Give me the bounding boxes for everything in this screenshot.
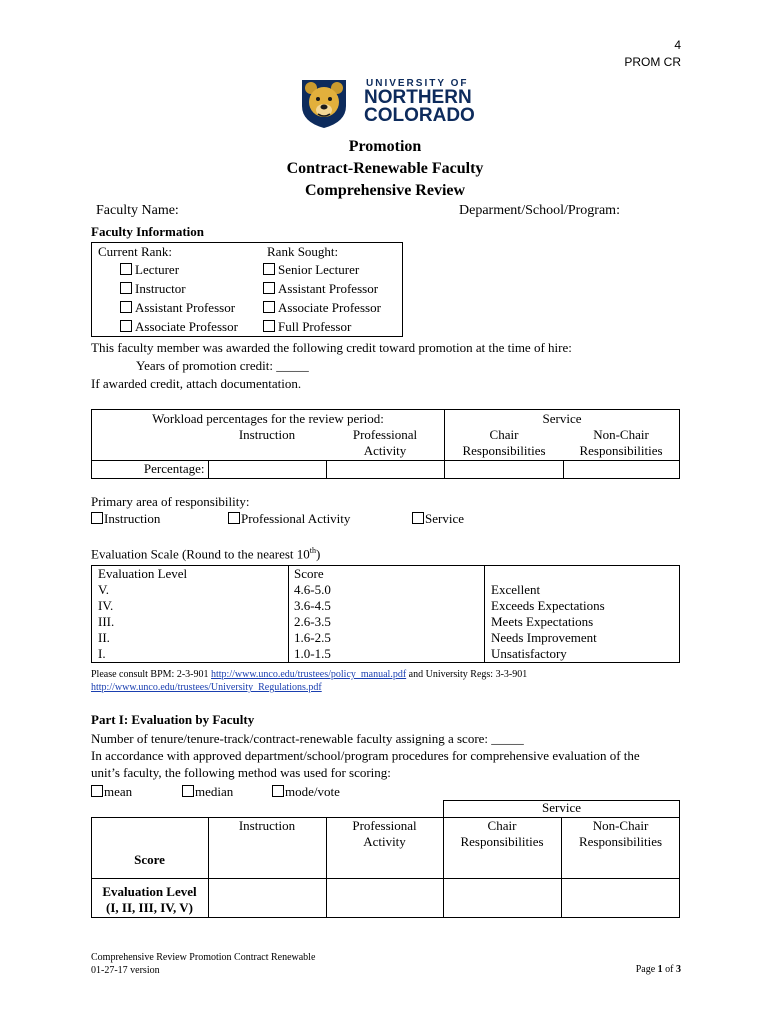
professional-header-1: Professional: [352, 818, 417, 833]
credit-section: This faculty member was awarded the following credit toward promotion at the time of hire: Years of promotion credit: _____ If awarded credit, attach documentation.: [91, 340, 572, 391]
primary-area-label: Primary area of responsibility:: [91, 494, 250, 509]
professional-header-2: Activity: [363, 443, 407, 458]
policy-manual-link[interactable]: http://www.unco.edu/trustees/policy_manual.pdf: [211, 669, 407, 680]
table-row: III. 2.6-3.5 Meets Expectations: [92, 614, 680, 630]
faculty-name-label: Faculty Name:: [96, 203, 179, 218]
evaluation-scale-table: [91, 565, 680, 663]
service-heading: Service: [542, 800, 581, 815]
part1-heading: Part I: Evaluation by Faculty: [91, 712, 255, 727]
checkbox[interactable]: [263, 263, 275, 275]
rank-table: [91, 242, 403, 337]
chair-header-1: Chair: [487, 818, 517, 833]
footer-page-indicator: Page 1 of 3: [635, 964, 681, 975]
rank-option[interactable]: Associate Professor: [120, 317, 263, 336]
part1-score-table: [91, 800, 680, 918]
checkbox[interactable]: [120, 282, 132, 294]
checkbox[interactable]: [91, 785, 103, 797]
rank-option[interactable]: Assistant Professor: [120, 298, 263, 317]
faculty-info-heading: Faculty Information: [91, 224, 205, 239]
primary-option-professional[interactable]: Professional Activity: [228, 511, 350, 527]
rank-sought-label: Rank Sought:: [267, 244, 339, 259]
primary-option-instruction[interactable]: Instruction: [91, 511, 160, 527]
method-option-mean[interactable]: mean: [91, 784, 132, 800]
nonchair-header-1: Non-Chair: [592, 818, 649, 833]
rank-option[interactable]: Senior Lecturer: [263, 260, 402, 279]
instruction-header: Instruction: [238, 818, 296, 833]
checkbox[interactable]: [120, 263, 132, 275]
primary-option-service[interactable]: Service: [412, 511, 464, 527]
nonchair-header-2: Responsibilities: [579, 443, 663, 458]
chair-header-1: Chair: [489, 427, 519, 442]
professional-header-2: Activity: [363, 834, 406, 849]
table-row: V. 4.6-5.0 Excellent: [92, 582, 680, 598]
chair-header-2: Responsibilities: [460, 834, 544, 849]
department-label: Deparment/School/Program:: [459, 203, 620, 218]
logo-line-1: UNIVERSITY OF: [366, 78, 469, 89]
method-option-mode[interactable]: mode/vote: [272, 784, 340, 800]
current-rank-column: [92, 243, 264, 337]
evaluation-level-range: (I, II, III, IV, V): [106, 900, 193, 915]
rank-option[interactable]: Instructor: [120, 279, 263, 298]
score-header: Score: [289, 566, 485, 583]
method-option-median[interactable]: median: [182, 784, 233, 800]
instruction-header: Instruction: [208, 427, 326, 460]
current-rank-label: Current Rank:: [98, 244, 173, 259]
checkbox[interactable]: [91, 512, 103, 524]
score-row-label: Score: [134, 852, 165, 867]
instruction-percentage-cell[interactable]: [208, 460, 326, 478]
table-row: I. 1.0-1.5 Unsatisfactory: [92, 646, 680, 663]
checkbox[interactable]: [120, 301, 132, 313]
nonchair-header-1: Non-Chair: [593, 427, 649, 442]
footer-text: Comprehensive Review Promotion Contract Renewable 01-27-17 version: [91, 952, 316, 976]
form-code: PROM CR: [624, 55, 681, 69]
checkbox[interactable]: [228, 512, 240, 524]
nonchair-percentage-cell[interactable]: [563, 460, 680, 478]
checkbox[interactable]: [182, 785, 194, 797]
chair-header-2: Responsibilities: [462, 443, 546, 458]
university-logo: [296, 74, 476, 130]
checkbox[interactable]: [263, 282, 275, 294]
bear-icon: [296, 74, 352, 130]
table-row: II. 1.6-2.5 Needs Improvement: [92, 630, 680, 646]
logo-line-2: NORTHERN: [364, 87, 472, 108]
rank-option[interactable]: Assistant Professor: [263, 279, 402, 298]
evaluation-level-label: Evaluation Level: [102, 884, 197, 899]
table-row: IV. 3.6-4.5 Exceeds Expectations: [92, 598, 680, 614]
rank-option[interactable]: Associate Professor: [263, 298, 402, 317]
evaluation-scale-heading: Evaluation Scale (Round to the nearest 10th): [91, 546, 321, 562]
professional-percentage-cell[interactable]: [326, 460, 445, 478]
logo-line-3: COLORADO: [364, 105, 475, 126]
checkbox[interactable]: [263, 320, 275, 332]
professional-header-1: Professional: [352, 427, 418, 442]
checkbox[interactable]: [263, 301, 275, 313]
chair-percentage-cell[interactable]: [445, 460, 564, 478]
checkbox[interactable]: [272, 785, 284, 797]
service-heading: Service: [542, 411, 582, 426]
workload-heading: Workload percentages for the review period:: [152, 411, 384, 426]
part1-text: Number of tenure/tenure-track/contract-renewable faculty assigning a score: _____ In accordance with approved department/school/program procedures for comprehensive evaluation of the unit’s faculty, the following method was used for scoring:: [91, 731, 640, 780]
rank-sought-column: [263, 243, 403, 337]
rank-option[interactable]: Lecturer: [120, 260, 263, 279]
checkbox[interactable]: [120, 320, 132, 332]
page-title: Promotion Contract-Renewable Faculty Comprehensive Review: [286, 138, 484, 199]
nonchair-header-2: Responsibilities: [578, 834, 663, 849]
checkbox[interactable]: [412, 512, 424, 524]
page-number: 4: [674, 38, 681, 52]
university-regulations-link[interactable]: http://www.unco.edu/trustees/University_Regulations.pdf: [91, 682, 322, 693]
percentage-label: Percentage:: [92, 460, 209, 478]
consult-note: Please consult BPM: 2-3-901 http://www.unco.edu/trustees/policy_manual.pdf and University Regs: 3-3-901 http://www.unco.edu/trustees/University_Regulations.pdf: [91, 669, 528, 693]
level-header: Evaluation Level: [92, 566, 289, 583]
rank-option[interactable]: Full Professor: [263, 317, 402, 336]
workload-table: [91, 409, 680, 479]
